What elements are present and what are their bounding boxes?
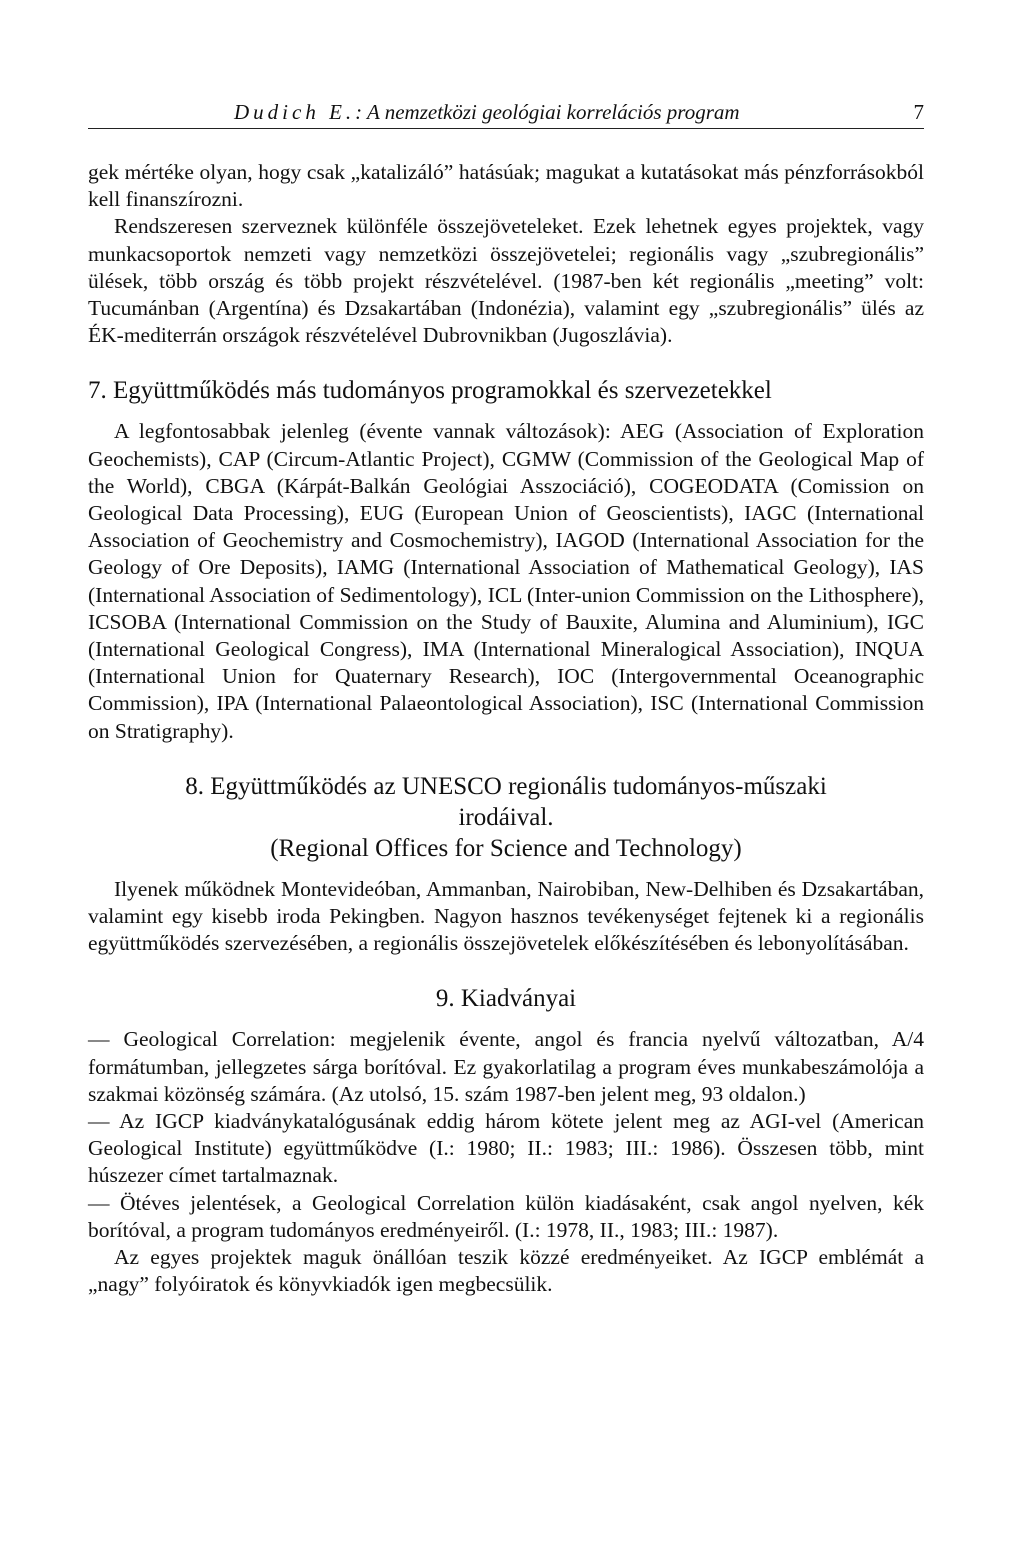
running-header xyxy=(88,96,924,129)
running-title xyxy=(234,100,740,125)
section-8-heading-line1: 8. Együttműködés az UNESCO regionális tudományos-műszaki xyxy=(185,772,827,800)
publication-item: — Az IGCP kiadványkatalógusának eddig három kötete jelent meg az AGI-vel (American Geological Institute) együttműködve (I.: 1980; II.: 1983; III.: 1986). Összesen több, mint húszezer címet tartalmaznak. xyxy=(88,1109,924,1188)
article-title: : A nemzetközi geológiai korrelációs program xyxy=(355,100,740,124)
section-8-heading xyxy=(88,771,924,864)
section-7-body: A legfontosabbak jelenleg (évente vannak változások): AEG (Association of Exploration Geochemists), CAP (Circum-Atlantic Project), CGMW (Commission of the Geological Map of the World), CBGA (Kárpát-Balkán Geológiai Asszociáció), COGEODATA (Comission on Geological Data Processing), EUG (European Union of Geoscientists), IAGC (International Association of Geochemistry and Cosmochemistry), IAGOD (International Association for the Geology of Ore Deposits), IAMG (International Association of Mathematical Geology), IAS (International Association of Sedimentology), ICL (Inter-union Commission on the Lithosphere), ICSOBA (International Commission on the Study of Bauxite, Alumina and Aluminium), IGC (International Geological Congress), IMA (International Mineralogical Association), INQUA (International Union for Quaternary Research), IOC (Intergovernmental Oceanographic Commission), IPA (International Palaeontological Association), ISC (International Commission on Stratigraphy). xyxy=(88,419,924,743)
section-9-closing: Az egyes projektek maguk önállóan teszik közzé eredményeiket. Az IGCP emblémát a „nagy” folyóiratok és könyvkiadók igen megbecsülik. xyxy=(88,1245,924,1297)
paragraph-continued: gek mértéke olyan, hogy csak „katalizáló” hatásúak; magukat a kutatásokat más pénzforrásokból kell finanszírozni. xyxy=(88,160,924,212)
section-8-heading-line2: irodáival. xyxy=(458,803,554,831)
section-7-heading: 7. Együttműködés más tudományos programokkal és szervezetekkel xyxy=(88,377,772,405)
author-name: Dudich E. xyxy=(234,100,356,124)
section-8-body: Ilyenek működnek Montevideóban, Ammanban, Nairobiban, New-Delhiben és Dzsakartában, valamint egy kisebb iroda Pekingben. Nagyon hasznos tevékenységet fejtenek ki a regionális együttműködés szervezésében, a regionális összejövetelek előkészítésében és lebonyolításában. xyxy=(88,876,924,956)
publication-item: — Ötéves jelentések, a Geological Correlation külön kiadásaként, csak angol nyelven, kék borítóval, a program tudományos eredményeiről. (I.: 1978, II., 1983; III.: 1987). xyxy=(88,1190,924,1242)
page-number: 7 xyxy=(913,100,924,124)
page xyxy=(88,96,924,1299)
paragraph-meetings: Rendszeresen szerveznek különféle összejöveteleket. Ezek lehetnek egyes projektek, vagy munkacsoportok nemzeti vagy nemzetközi összejövetelei; regionális vagy „szubregionális” ülések, több ország és több projekt részvételével. (1987-ben két regionális „meeting” volt: Tucumánban (Argentína) és Dzsakartában (Indonézia), valamint egy „szubregionális” ülés az ÉK-mediterrán országok részvételével Dubrovnikban (Jugoszlávia). xyxy=(88,214,924,348)
section-9-heading: 9. Kiadványai xyxy=(435,985,577,1013)
section-8-heading-line3: (Regional Offices for Science and Technology) xyxy=(270,834,742,862)
publication-item: — Geological Correlation: megjelenik évente, angol és francia nyelvű változatban, A/4 formátumban, jellegzetes sárga borítóval. Ez gyakorlatilag a program éves munkabeszámolója a szakmai közönség számára. (Az utolsó, 15. szám 1987-ben jelent meg, 93 oldalon.) xyxy=(88,1027,924,1106)
